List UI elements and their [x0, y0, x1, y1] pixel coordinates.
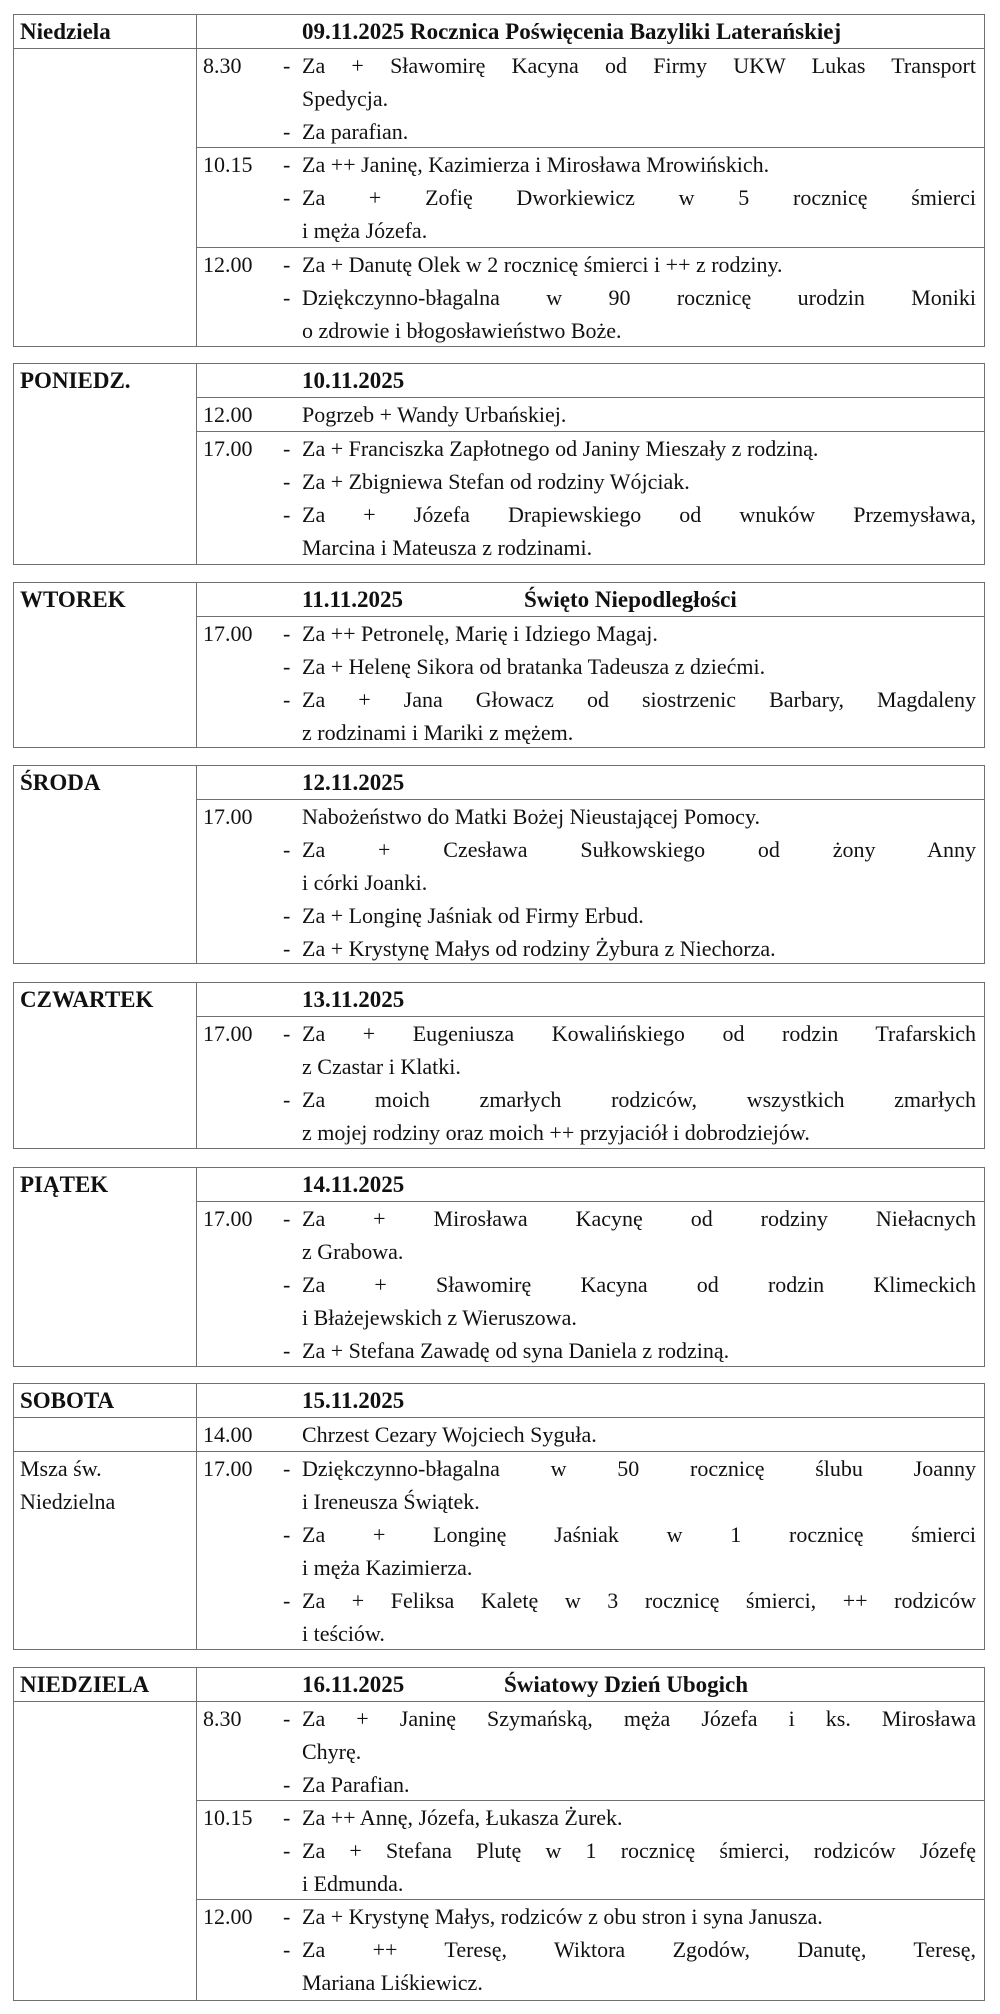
feast-title: Święto Niepodległości [524, 587, 737, 612]
mass-time: 17.00 [203, 1456, 253, 1481]
intention-line: Dziękczynno-błagalna w 50 rocznicę ślubu Joanny [302, 1456, 976, 1481]
intention-bullet: - [283, 185, 291, 210]
mass-row [196, 1452, 984, 1651]
intention-bullet: - [283, 1206, 291, 1231]
day-name: WTOREK [20, 587, 126, 612]
intention-line: Nabożeństwo do Matki Bożej Nieustającej Pomocy. [302, 804, 761, 829]
mass-row [196, 800, 984, 965]
intention-line: z mojej rodziny oraz moich ++ przyjaciół i dobrodziejów. [302, 1120, 810, 1145]
intention-line: Za + Krystynę Małys, rodziców z obu stron i syna Janusza. [302, 1904, 823, 1929]
day-note: Niedzielna [20, 1489, 116, 1514]
mass-time: 14.00 [203, 1422, 253, 1447]
mass-time: 17.00 [203, 1021, 253, 1046]
intention-line: Mariana Liśkiewicz. [302, 1970, 483, 1995]
mass-row [196, 1202, 984, 1368]
intention-line: Chyrę. [302, 1739, 362, 1764]
mass-row [196, 1418, 984, 1452]
intention-line: Za + Jana Głowacz od siostrzenic Barbary, Magdaleny [302, 687, 976, 712]
intention-bullet: - [283, 1522, 291, 1547]
date-heading: 09.11.2025 Rocznica Poświęcenia Bazyliki Laterańskiej [302, 19, 842, 44]
date-heading: 11.11.2025 [302, 587, 403, 612]
intention-line: Za moich zmarłych rodziców, wszystkich zmarłych [302, 1087, 976, 1112]
intention-line: Pogrzeb + Wandy Urbańskiej. [302, 402, 567, 427]
day-table [13, 582, 985, 748]
intention-bullet: - [283, 469, 291, 494]
mass-row [196, 1900, 984, 2002]
intention-line: z Czastar i Klatki. [302, 1054, 461, 1079]
intention-bullet: - [283, 1805, 291, 1830]
intention-line: Za + Franciszka Zapłotnego od Janiny Mieszały z rodziną. [302, 436, 819, 461]
day-name: ŚRODA [20, 770, 101, 795]
day-table [13, 1383, 985, 1650]
intention-line: Za + Stefana Plutę w 1 rocznicę śmierci, rodziców Józefę [302, 1838, 976, 1863]
intention-line: i Edmunda. [302, 1871, 404, 1896]
day-table [13, 765, 985, 964]
intention-line: Dziękczynno-błagalna w 90 rocznicę urodzin Moniki [302, 285, 976, 310]
day-name: PIĄTEK [20, 1172, 109, 1197]
mass-time: 12.00 [203, 1904, 253, 1929]
intention-bullet: - [283, 1937, 291, 1962]
day-table [13, 1167, 985, 1367]
intention-bullet: - [283, 654, 291, 679]
intention-line: Za ++ Janinę, Kazimierza i Mirosława Mrowińskich. [302, 152, 770, 177]
intention-line: Za + Feliksa Kaletę w 3 rocznicę śmierci, ++ rodziców [302, 1588, 976, 1613]
intention-line: i córki Joanki. [302, 870, 428, 895]
intention-bullet: - [283, 687, 291, 712]
intention-line: Za + Stefana Zawadę od syna Daniela z rodziną. [302, 1338, 730, 1363]
day-name: NIEDZIELA [20, 1672, 150, 1697]
mass-time: 12.00 [203, 252, 253, 277]
date-heading: 16.11.2025 [302, 1672, 405, 1697]
intention-line: z rodzinami i Mariki z mężem. [302, 720, 574, 745]
mass-row [196, 248, 984, 348]
date-heading: 12.11.2025 [302, 770, 405, 795]
day-table [13, 982, 985, 1149]
mass-row [196, 1702, 984, 1801]
mass-time: 12.00 [203, 402, 253, 427]
mass-time: 17.00 [203, 436, 253, 461]
intention-bullet: - [283, 436, 291, 461]
intention-line: Za + Józefa Drapiewskiego od wnuków Przemysława, [302, 502, 976, 527]
date-heading: 14.11.2025 [302, 1172, 405, 1197]
intention-line: Marcina i Mateusza z rodzinami. [302, 535, 593, 560]
intention-line: Za + Krystynę Małys od rodziny Żybura z Niechorza. [302, 936, 776, 961]
intention-line: Za + Sławomirę Kacyna od Firmy UKW Lukas Transport [302, 53, 976, 78]
intention-bullet: - [283, 1021, 291, 1046]
intention-bullet: - [283, 1772, 291, 1797]
day-table [13, 363, 985, 565]
intention-line: i męża Kazimierza. [302, 1555, 473, 1580]
intention-line: Za ++ Annę, Józefa, Łukasza Żurek. [302, 1805, 623, 1830]
intention-bullet: - [283, 936, 291, 961]
intention-line: z Grabowa. [302, 1239, 404, 1264]
mass-row [196, 1017, 984, 1150]
intention-line: Za + Danutę Olek w 2 rocznicę śmierci i ++ z rodziny. [302, 252, 783, 277]
mass-row [196, 398, 984, 432]
intention-line: o zdrowie i błogosławieństwo Boże. [302, 318, 622, 343]
intention-line: i Błażejewskich z Wieruszowa. [302, 1305, 577, 1330]
mass-time: 10.15 [203, 1805, 253, 1830]
intention-line: Za + Helenę Sikora od bratanka Tadeusza z dziećmi. [302, 654, 766, 679]
mass-time: 10.15 [203, 152, 253, 177]
mass-time: 8.30 [203, 53, 242, 78]
intention-bullet: - [283, 837, 291, 862]
intention-bullet: - [283, 1904, 291, 1929]
intention-bullet: - [283, 119, 291, 144]
intention-bullet: - [283, 285, 291, 310]
intention-bullet: - [283, 1456, 291, 1481]
intention-bullet: - [283, 1588, 291, 1613]
mass-row [196, 432, 984, 566]
mass-row [196, 148, 984, 248]
intention-bullet: - [283, 1338, 291, 1363]
day-name: PONIEDZ. [20, 368, 131, 393]
intention-line: Za + Czesława Sułkowskiego od żony Anny [302, 837, 976, 862]
intention-line: Za Parafian. [302, 1772, 410, 1797]
date-heading: 15.11.2025 [302, 1388, 405, 1413]
mass-row [196, 617, 984, 749]
mass-row [196, 1801, 984, 1900]
intention-line: i Ireneusza Świątek. [302, 1489, 480, 1514]
day-name: SOBOTA [20, 1388, 115, 1413]
intention-bullet: - [283, 252, 291, 277]
intention-line: i męża Józefa. [302, 218, 428, 243]
intention-line: Za + Zofię Dworkiewicz w 5 rocznicę śmierci [302, 185, 976, 210]
intention-bullet: - [283, 621, 291, 646]
day-note: Msza św. [20, 1456, 102, 1481]
intention-bullet: - [283, 903, 291, 928]
mass-time: 17.00 [203, 804, 253, 829]
mass-time: 17.00 [203, 1206, 253, 1231]
day-name: CZWARTEK [20, 987, 154, 1012]
intention-line: i teściów. [302, 1621, 385, 1646]
intention-bullet: - [283, 1087, 291, 1112]
intention-bullet: - [283, 1838, 291, 1863]
mass-time: 17.00 [203, 621, 253, 646]
intention-line: Za + Zbigniewa Stefan od rodziny Wójciak. [302, 469, 690, 494]
intention-line: Za parafian. [302, 119, 409, 144]
intention-line: Spedycja. [302, 86, 389, 111]
mass-row [196, 49, 984, 148]
day-table [13, 1667, 985, 2001]
mass-time: 8.30 [203, 1706, 242, 1731]
date-heading: 10.11.2025 [302, 368, 405, 393]
intention-bullet: - [283, 152, 291, 177]
intention-line: Za + Sławomirę Kacyna od rodzin Klimeckich [302, 1272, 976, 1297]
intention-line: Chrzest Cezary Wojciech Syguła. [302, 1422, 597, 1447]
day-table [13, 14, 985, 347]
intention-bullet: - [283, 502, 291, 527]
feast-title: Światowy Dzień Ubogich [504, 1672, 749, 1697]
intention-bullet: - [283, 1706, 291, 1731]
intention-line: Za + Longinę Jaśniak w 1 rocznicę śmierci [302, 1522, 976, 1547]
intention-line: Za + Mirosława Kacynę od rodziny Niełacnych [302, 1206, 976, 1231]
intention-line: Za + Eugeniusza Kowalińskiego od rodzin Trafarskich [302, 1021, 976, 1046]
intention-bullet: - [283, 53, 291, 78]
intention-line: Za ++ Petronelę, Marię i Idziego Magaj. [302, 621, 658, 646]
intention-line: Za + Janinę Szymańską, męża Józefa i ks. Mirosława [302, 1706, 976, 1731]
day-name: Niedziela [20, 19, 111, 44]
intention-line: Za + Longinę Jaśniak od Firmy Erbud. [302, 903, 644, 928]
date-heading: 13.11.2025 [302, 987, 405, 1012]
intention-line: Za ++ Teresę, Wiktora Zgodów, Danutę, Teresę, [302, 1937, 976, 1962]
intention-bullet: - [283, 1272, 291, 1297]
